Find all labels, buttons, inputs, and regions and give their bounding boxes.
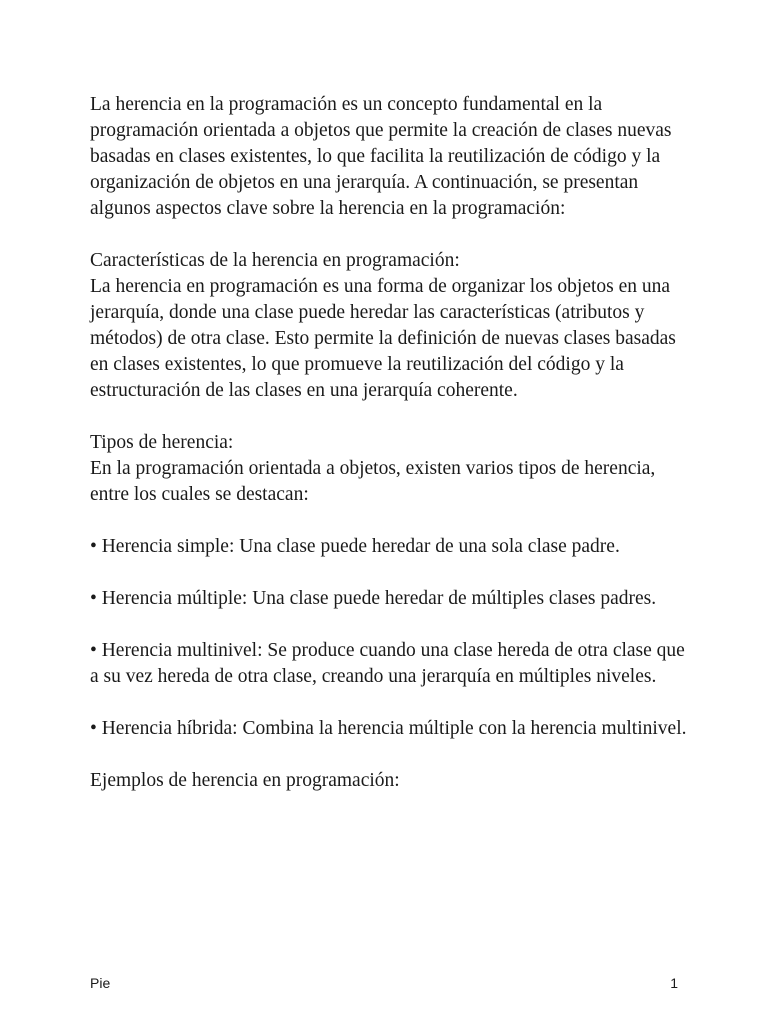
page-number: 1 [670, 975, 678, 991]
document-body [90, 92, 690, 794]
bullet-herencia-multinivel: • Herencia multinivel: Se produce cuando una clase hereda de otra clase que a su vez hereda de otra clase, creando una jerarquía en múltiples niveles. [90, 640, 685, 687]
section-heading-tipos: Tipos de herencia: [90, 432, 234, 453]
section-heading-caracteristicas: Características de la herencia en programación: [90, 250, 460, 271]
section-body-tipos: En la programación orientada a objetos, existen varios tipos de herencia, entre los cuales se destacan: [90, 458, 656, 505]
bullet-herencia-simple: • Herencia simple: Una clase puede heredar de una sola clase padre. [90, 536, 620, 557]
page-footer-label: Pie [90, 975, 111, 991]
bullet-herencia-multiple: • Herencia múltiple: Una clase puede heredar de múltiples clases padres. [90, 588, 657, 609]
intro-paragraph: La herencia en la programación es un concepto fundamental en la programación orientada a objetos que permite la creación de clases nuevas basadas en clases existentes, lo que facilita la reutilización de código y la organización de objetos en una jerarquía. A continuación, se presentan algunos aspectos clave sobre la herencia en la programación: [90, 94, 672, 219]
bullet-herencia-hibrida: • Herencia híbrida: Combina la herencia múltiple con la herencia multinivel. [90, 718, 687, 739]
section-body-caracteristicas: La herencia en programación es una forma de organizar los objetos en una jerarquía, donde una clase puede heredar las características (atributos y métodos) de otra clase. Esto permite la definición de nuevas clases basadas en clases existentes, lo que promueve la reutilización del código y la estructuración de las clases en una jerarquía coherente. [90, 276, 676, 401]
section-heading-ejemplos: Ejemplos de herencia en programación: [90, 770, 400, 791]
